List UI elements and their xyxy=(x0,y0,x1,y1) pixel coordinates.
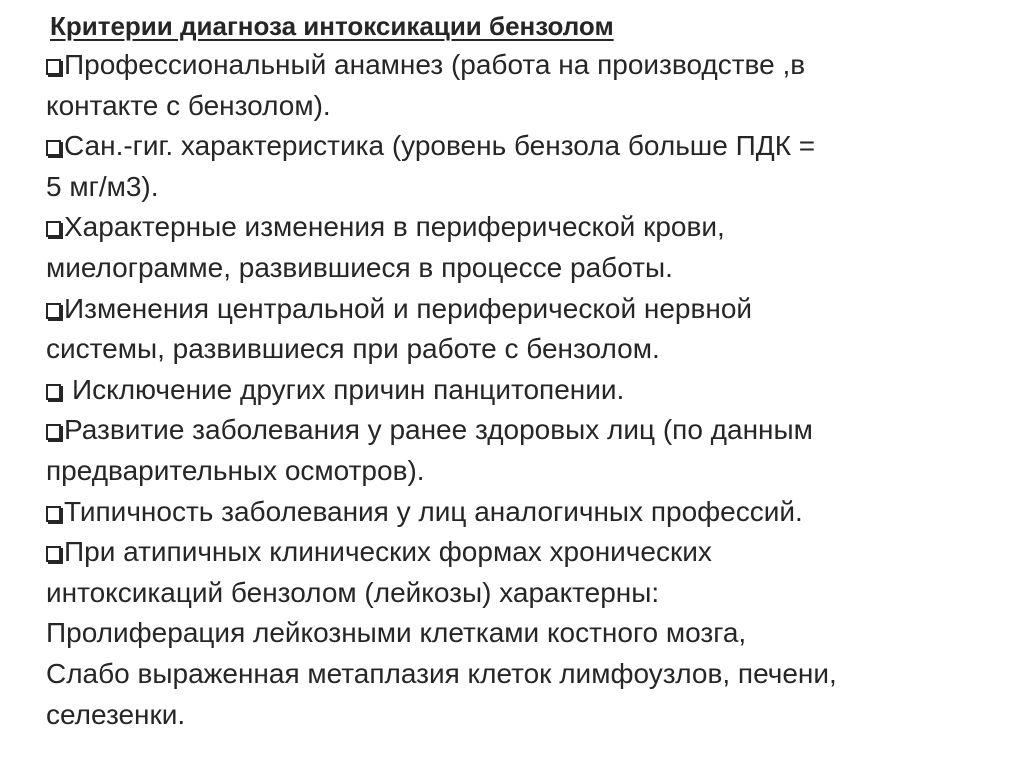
criteria-text: миелограмме, развившиеся в процессе работы. xyxy=(46,251,673,283)
criteria-text: Профессиональный анамнез (работа на производстве ,в xyxy=(64,49,806,80)
criteria-item-continuation xyxy=(46,654,996,695)
criteria-item-continuation xyxy=(46,451,996,492)
criteria-item xyxy=(46,126,996,167)
checkbox-bullet-icon xyxy=(46,303,61,319)
criteria-item xyxy=(46,492,996,533)
criteria-item xyxy=(46,45,996,86)
checkbox-bullet-icon xyxy=(46,221,61,237)
criteria-text: Пролиферация лейкозными клетками костного мозга, xyxy=(46,617,747,649)
checkbox-bullet-icon xyxy=(46,424,61,440)
criteria-item xyxy=(46,207,996,248)
criteria-text: интоксикаций бензолом (лейкозы) характерны: xyxy=(46,576,660,608)
criteria-item-continuation xyxy=(46,329,996,370)
checkbox-bullet-icon xyxy=(46,140,61,156)
criteria-text: 5 мг/м3). xyxy=(46,170,159,202)
criteria-text: предварительных осмотров). xyxy=(46,454,425,486)
criteria-text: Исключение других причин панцитопении. xyxy=(72,373,625,405)
criteria-text: системы, развившиеся при работе с бензолом. xyxy=(46,333,660,365)
criteria-text: Сан.-гиг. характеристика (уровень бензола больше ПДК = xyxy=(64,130,816,162)
criteria-text: Развитие заболевания у ранее здоровых лиц (по данным xyxy=(64,414,813,446)
checkbox-bullet-icon xyxy=(46,59,61,75)
checkbox-bullet-icon xyxy=(46,384,61,400)
checkbox-bullet-icon xyxy=(46,546,61,562)
criteria-text: Слабо выраженная метаплазия клеток лимфоузлов, печени, xyxy=(46,657,837,689)
criteria-item xyxy=(46,289,996,330)
criteria-item xyxy=(46,410,996,451)
criteria-item-continuation xyxy=(46,167,996,208)
criteria-item-continuation xyxy=(46,695,996,736)
criteria-text: При атипичных клинических формах хронических xyxy=(64,536,712,568)
criteria-item xyxy=(46,370,996,411)
criteria-text: Характерные изменения в периферической крови, xyxy=(64,211,725,243)
criteria-item-continuation xyxy=(46,573,996,614)
criteria-list xyxy=(46,45,996,735)
checkbox-bullet-icon xyxy=(46,506,61,522)
criteria-item xyxy=(46,532,996,573)
criteria-item-continuation xyxy=(46,86,996,127)
criteria-item-continuation xyxy=(46,248,996,289)
criteria-text: контакте с бензолом). xyxy=(46,89,331,121)
criteria-item-continuation xyxy=(46,613,996,654)
criteria-text: Типичность заболевания у лиц аналогичных профессий. xyxy=(64,495,803,527)
criteria-text: Изменения центральной и периферической нервной xyxy=(64,292,753,324)
criteria-text: селезенки. xyxy=(46,698,186,730)
slide-title: Критерии диагноза интоксикации бензолом xyxy=(50,11,614,41)
